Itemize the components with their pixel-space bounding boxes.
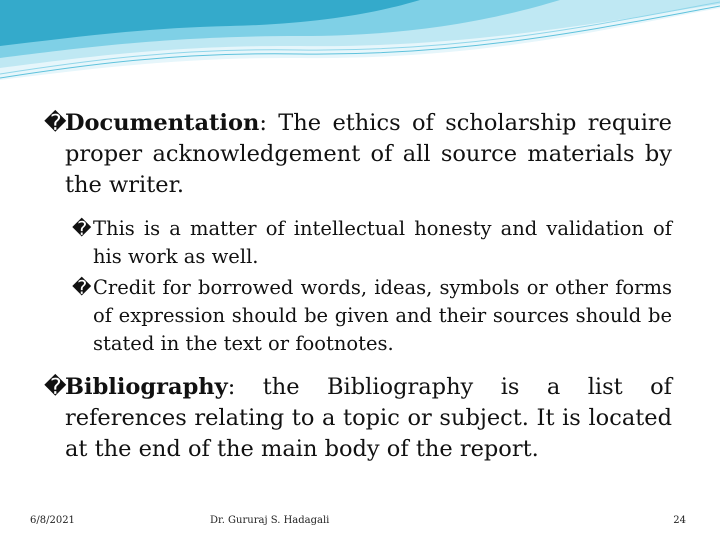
header-wave-decoration bbox=[0, 0, 720, 90]
bullet-glyph-icon: � bbox=[44, 375, 67, 400]
bullet-text: : The ethics of scholarship require proper acknowledgement of all source materials by the writer. bbox=[65, 110, 672, 198]
bullet-text: : the Bibliography is a list of references relating to a topic or subject. It is located at the end of the main body of the report. bbox=[65, 374, 672, 462]
footer-author: Dr. Gururaj S. Hadagali bbox=[210, 515, 330, 526]
sub-bullet bbox=[72, 274, 672, 358]
footer-date: 6/8/2021 bbox=[30, 515, 75, 526]
sub-bullet-text: Credit for borrowed words, ideas, symbols or other forms of expression should be given and their sources should be stated in the text or footnotes. bbox=[93, 276, 672, 355]
sub-bullet-glyph-icon: � bbox=[72, 277, 92, 299]
bullet-term: Documentation bbox=[65, 110, 260, 136]
sub-bullet-text: This is a matter of intellectual honesty and validation of his work as well. bbox=[93, 217, 672, 268]
slide-body bbox=[44, 108, 672, 479]
bullet-bibliography bbox=[44, 372, 672, 465]
sub-bullet bbox=[72, 215, 672, 271]
sub-bullet-glyph-icon: � bbox=[72, 218, 92, 240]
bullet-glyph-icon: � bbox=[44, 111, 67, 136]
page-number: 24 bbox=[673, 515, 686, 526]
bullet-term: Bibliography bbox=[65, 374, 228, 400]
bullet-documentation bbox=[44, 108, 672, 201]
slide-footer bbox=[0, 515, 720, 535]
